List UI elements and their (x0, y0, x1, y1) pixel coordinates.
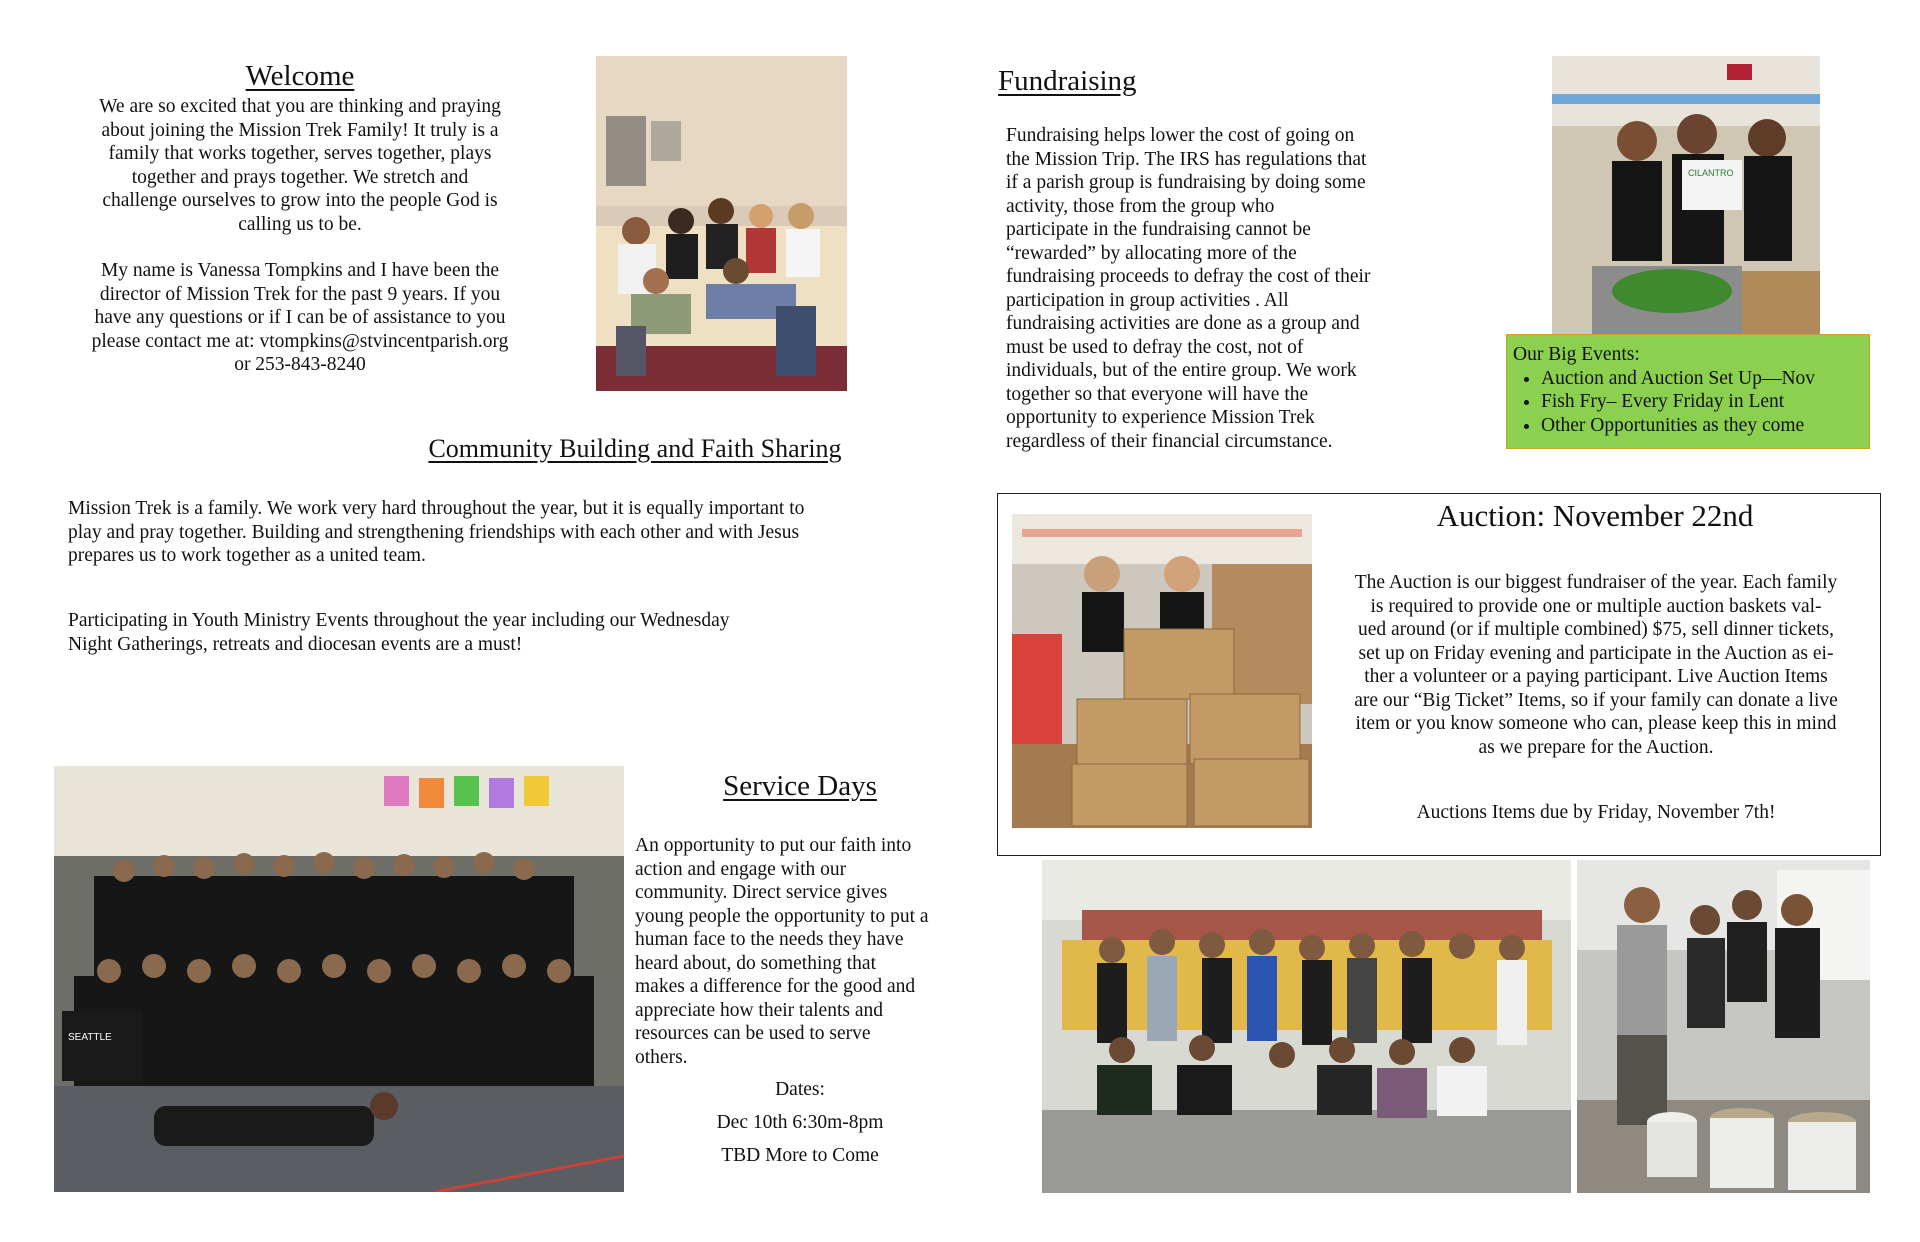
community-line: prepares us to work together as a united team. (68, 545, 426, 566)
service-line: makes a difference for the good and (635, 976, 916, 997)
auction-line: as we prepare for the Auction. (1478, 736, 1714, 758)
welcome-title: Welcome (245, 60, 355, 92)
service-date-1: Dec 10th 6:30m-8pm (716, 1112, 884, 1133)
auction-line: are our “Big Ticket” Items, so if your family can donate a live (1354, 689, 1838, 711)
gym-group-photo (54, 766, 624, 1192)
fundraising-line: together so that everyone will have the (1006, 383, 1309, 405)
service-line: An opportunity to put our faith into (635, 835, 912, 856)
service-line: human face to the needs they have (635, 929, 904, 950)
cilantro-sign-text: CILANTRO (1688, 168, 1734, 178)
service-text (635, 834, 985, 1069)
fundraising-line: if a parish group is fundraising by doing some (1006, 172, 1366, 193)
cilantro-photo (1552, 56, 1820, 334)
construction-photo (1577, 860, 1870, 1193)
community-para-2 (68, 609, 968, 656)
big-events-list (1513, 367, 1861, 438)
welcome-text (50, 95, 550, 236)
fundraising-line: must be used to defray the cost, not of (1006, 336, 1304, 358)
welcome-contact-text (50, 259, 550, 377)
fundraising-title: Fundraising (998, 65, 1137, 97)
group-couch-photo (596, 56, 847, 391)
service-line: community. Direct service gives (635, 882, 888, 903)
auction-title: Auction: November 22nd (1436, 498, 1754, 533)
community-line: Participating in Youth Ministry Events throughout the year including our Wednesday (68, 610, 730, 631)
fundraising-line: fundraising activities are done as a group and (1006, 313, 1360, 334)
auction-line: is required to provide one or multiple auction baskets val- (1370, 595, 1822, 617)
big-event-item: • Fish Fry– Every Friday in Lent (1541, 390, 1861, 414)
service-title: Service Days (723, 770, 877, 802)
fundraising-line: participate in the fundraising cannot be (1006, 219, 1311, 240)
fundraising-line: participation in group activities . All (1006, 289, 1289, 311)
auction-due-date: Auctions Items due by Friday, November 7th! (1416, 802, 1776, 823)
big-event-item: • Other Opportunities as they come (1541, 414, 1861, 438)
fundraising-line: opportunity to experience Mission Trek (1006, 407, 1315, 428)
auction-text (1316, 571, 1876, 759)
welcome-contact-line (50, 330, 550, 354)
welcome-line: We are so excited that you are thinking and praying (99, 96, 501, 117)
big-events-box (1506, 334, 1870, 449)
service-line: others. (635, 1046, 688, 1068)
community-line: play and pray together. Building and strengthening friendships with each other and with Jesus (68, 521, 800, 543)
fundraising-line: regardless of their financial circumstance. (1006, 430, 1333, 452)
service-line: resources can be used to serve (635, 1023, 871, 1044)
auction-line: ther a volunteer or a paying participant. Live Auction Items (1364, 666, 1828, 687)
auction-boxes-photo (1012, 514, 1312, 828)
fundraising-line: “rewarded” by allocating more of the (1006, 242, 1297, 264)
service-line: appreciate how their talents and (635, 999, 883, 1021)
auction-line: set up on Friday evening and participate in the Auction as ei- (1358, 642, 1834, 664)
welcome-line: challenge ourselves to grow into the people God is (102, 190, 498, 211)
contact-prefix: please contact me at: (91, 330, 260, 352)
fundraising-line: individuals, but of the entire group. We work (1006, 360, 1357, 381)
welcome-contact-line: director of Mission Trek for the past 9 years. If you (99, 283, 501, 305)
service-line: action and engage with our (635, 858, 847, 880)
email-link[interactable]: vtompkins@stvincentparish.org (259, 330, 509, 352)
welcome-line: family that works together, serves together, plays (108, 143, 492, 164)
big-events-heading: Our Big Events: (1513, 344, 1640, 365)
welcome-contact-line: or 253-843-8240 (234, 354, 366, 375)
welcome-line: calling us to be. (238, 213, 362, 235)
community-line: Night Gatherings, retreats and diocesan events are a must! (68, 633, 523, 655)
fundraising-line: fundraising proceeds to defray the cost of their (1006, 266, 1371, 287)
seattle-shirt-text: SEATTLE (68, 1032, 112, 1043)
fundraising-line: Fundraising helps lower the cost of going on (1006, 125, 1355, 146)
service-dates-label: Dates: (775, 1079, 825, 1100)
community-line: Mission Trek is a family. We work very hard throughout the year, but it is equally important to (68, 498, 805, 519)
auction-line: The Auction is our biggest fundraiser of the year. Each family (1354, 572, 1838, 593)
welcome-contact-line: have any questions or if I can be of assistance to you (94, 307, 506, 328)
welcome-contact-line: My name is Vanessa Tompkins and I have been the (100, 260, 500, 281)
outdoor-group-photo (1042, 860, 1571, 1193)
welcome-line: about joining the Mission Trek Family! It truly is a (101, 119, 499, 141)
auction-line: item or you know someone who can, please keep this in mind (1355, 713, 1837, 734)
fundraising-line: the Mission Trip. The IRS has regulations that (1006, 148, 1367, 170)
community-para-1 (68, 497, 968, 568)
auction-line: ued around (or if multiple combined) $75, sell dinner tickets, (1357, 619, 1834, 640)
fundraising-line: activity, those from the group who (1006, 195, 1275, 217)
service-line: young people the opportunity to put a (635, 905, 929, 927)
service-line: heard about, do something that (635, 952, 876, 974)
community-title: Community Building and Faith Sharing (428, 434, 842, 463)
big-event-item: • Auction and Auction Set Up—Nov (1541, 367, 1861, 391)
service-date-2: TBD More to Come (721, 1145, 879, 1166)
fundraising-text (1006, 124, 1446, 453)
welcome-line: together and prays together. We stretch and (131, 166, 469, 188)
